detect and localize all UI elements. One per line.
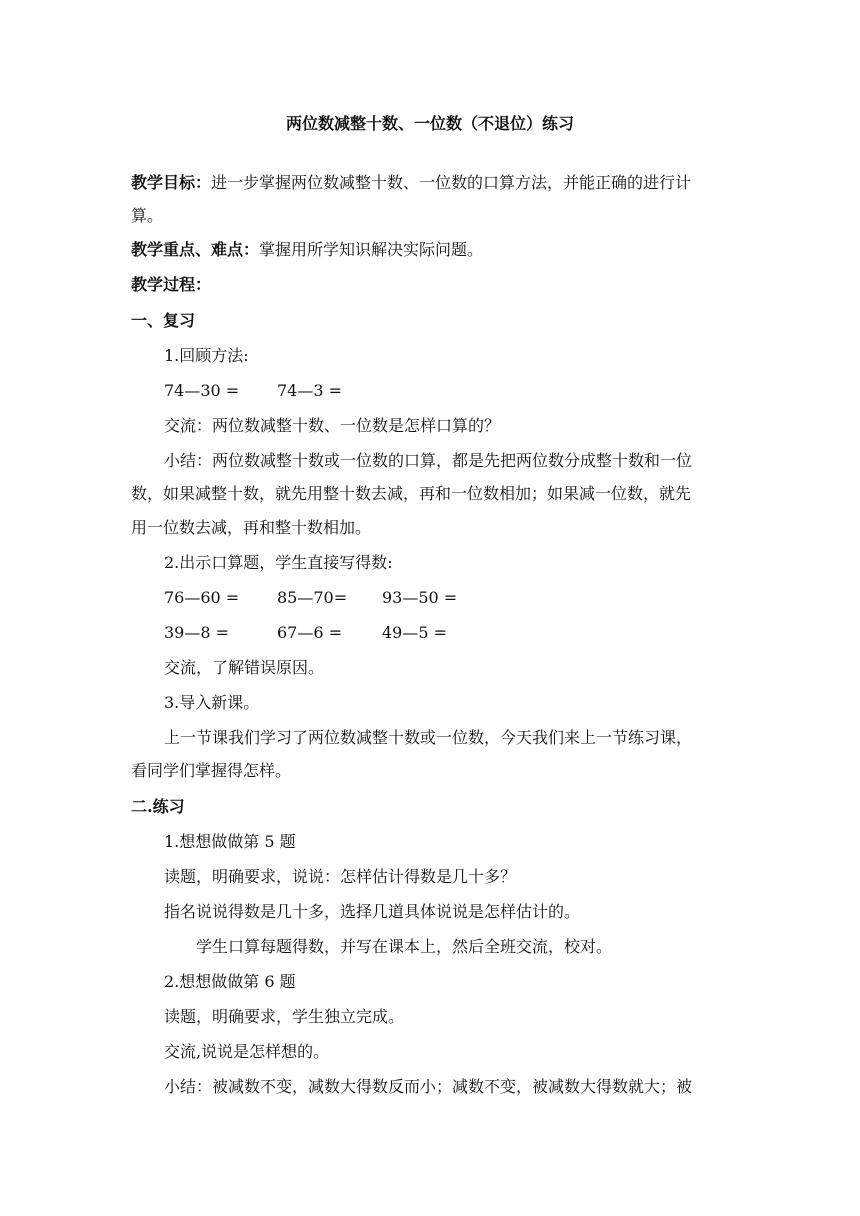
equation: 85—70=: [277, 588, 348, 607]
review-item-3: 3.导入新课。: [164, 693, 260, 712]
document-title: 两位数减整十数、一位数（不退位）练习: [285, 114, 574, 133]
equation: 93—50 =: [382, 588, 458, 607]
teaching-goal-line: [131, 171, 691, 195]
section-2-heading: 二.练习: [131, 797, 185, 816]
section-1-heading: 一、复习: [131, 311, 196, 330]
teaching-goal-continued: 算。: [131, 206, 164, 225]
equation: 39—8 =: [164, 623, 230, 642]
equation: 74—30 =: [164, 381, 240, 400]
intro-line-2: 看同学们掌握得怎样。: [131, 761, 292, 780]
review-item-1: 1.回顾方法:: [164, 346, 249, 365]
practice-item-2: 2.想想做做第 6 题: [164, 972, 296, 991]
intro-line-1: 上一节课我们学习了两位数减整十数或一位数，今天我们来上一节练习课，: [164, 728, 693, 747]
practice-item-1: 1.想想做做第 5 题: [164, 832, 296, 851]
practice-line-3: 学生口算每题得数，并写在课本上，然后全班交流，校对。: [196, 937, 613, 956]
summary-line-2: 数，如果减整十数，就先用整十数去减，再和一位数相加；如果减一位数，就先: [131, 484, 692, 503]
teaching-goal-label: 教学目标：: [131, 173, 212, 192]
equation: 74—3 =: [277, 381, 343, 400]
exchange-line-1: 交流：两位数减整十数、一位数是怎样口算的？: [164, 416, 501, 435]
summary-line-1: 小结：两位数减整十数或一位数的口算，都是先把两位数分成整十数和一位: [164, 451, 693, 470]
practice-line-4: 读题，明确要求，学生独立完成。: [164, 1007, 405, 1026]
practice-line-5: 交流,说说是怎样想的。: [164, 1042, 330, 1061]
equation: 76—60 =: [164, 588, 240, 607]
review-item-2: 2.出示口算题，学生直接写得数:: [164, 553, 393, 572]
exchange-line-2: 交流，了解错误原因。: [164, 658, 325, 677]
practice-line-2: 指名说说得数是几十多，选择几道具体说说是怎样估计的。: [164, 902, 581, 921]
equation: 49—5 =: [382, 623, 448, 642]
key-points-label: 教学重点、难点：: [131, 240, 260, 259]
key-points-line: [131, 238, 483, 262]
practice-line-1: 读题，明确要求，说说：怎样估计得数是几十多？: [164, 867, 517, 886]
process-heading: 教学过程：: [131, 275, 212, 294]
practice-line-6: 小结：被减数不变，减数大得数反而小；减数不变，被减数大得数就大；被: [164, 1077, 693, 1096]
equation: 67—6 =: [277, 623, 343, 642]
key-points-text: 掌握用所学知识解决实际问题。: [259, 240, 484, 259]
summary-line-3: 用一位数去减，再和整十数相加。: [131, 518, 372, 537]
teaching-goal-text: 进一步掌握两位数减整十数、一位数的口算方法，并能正确的进行计: [211, 173, 692, 192]
